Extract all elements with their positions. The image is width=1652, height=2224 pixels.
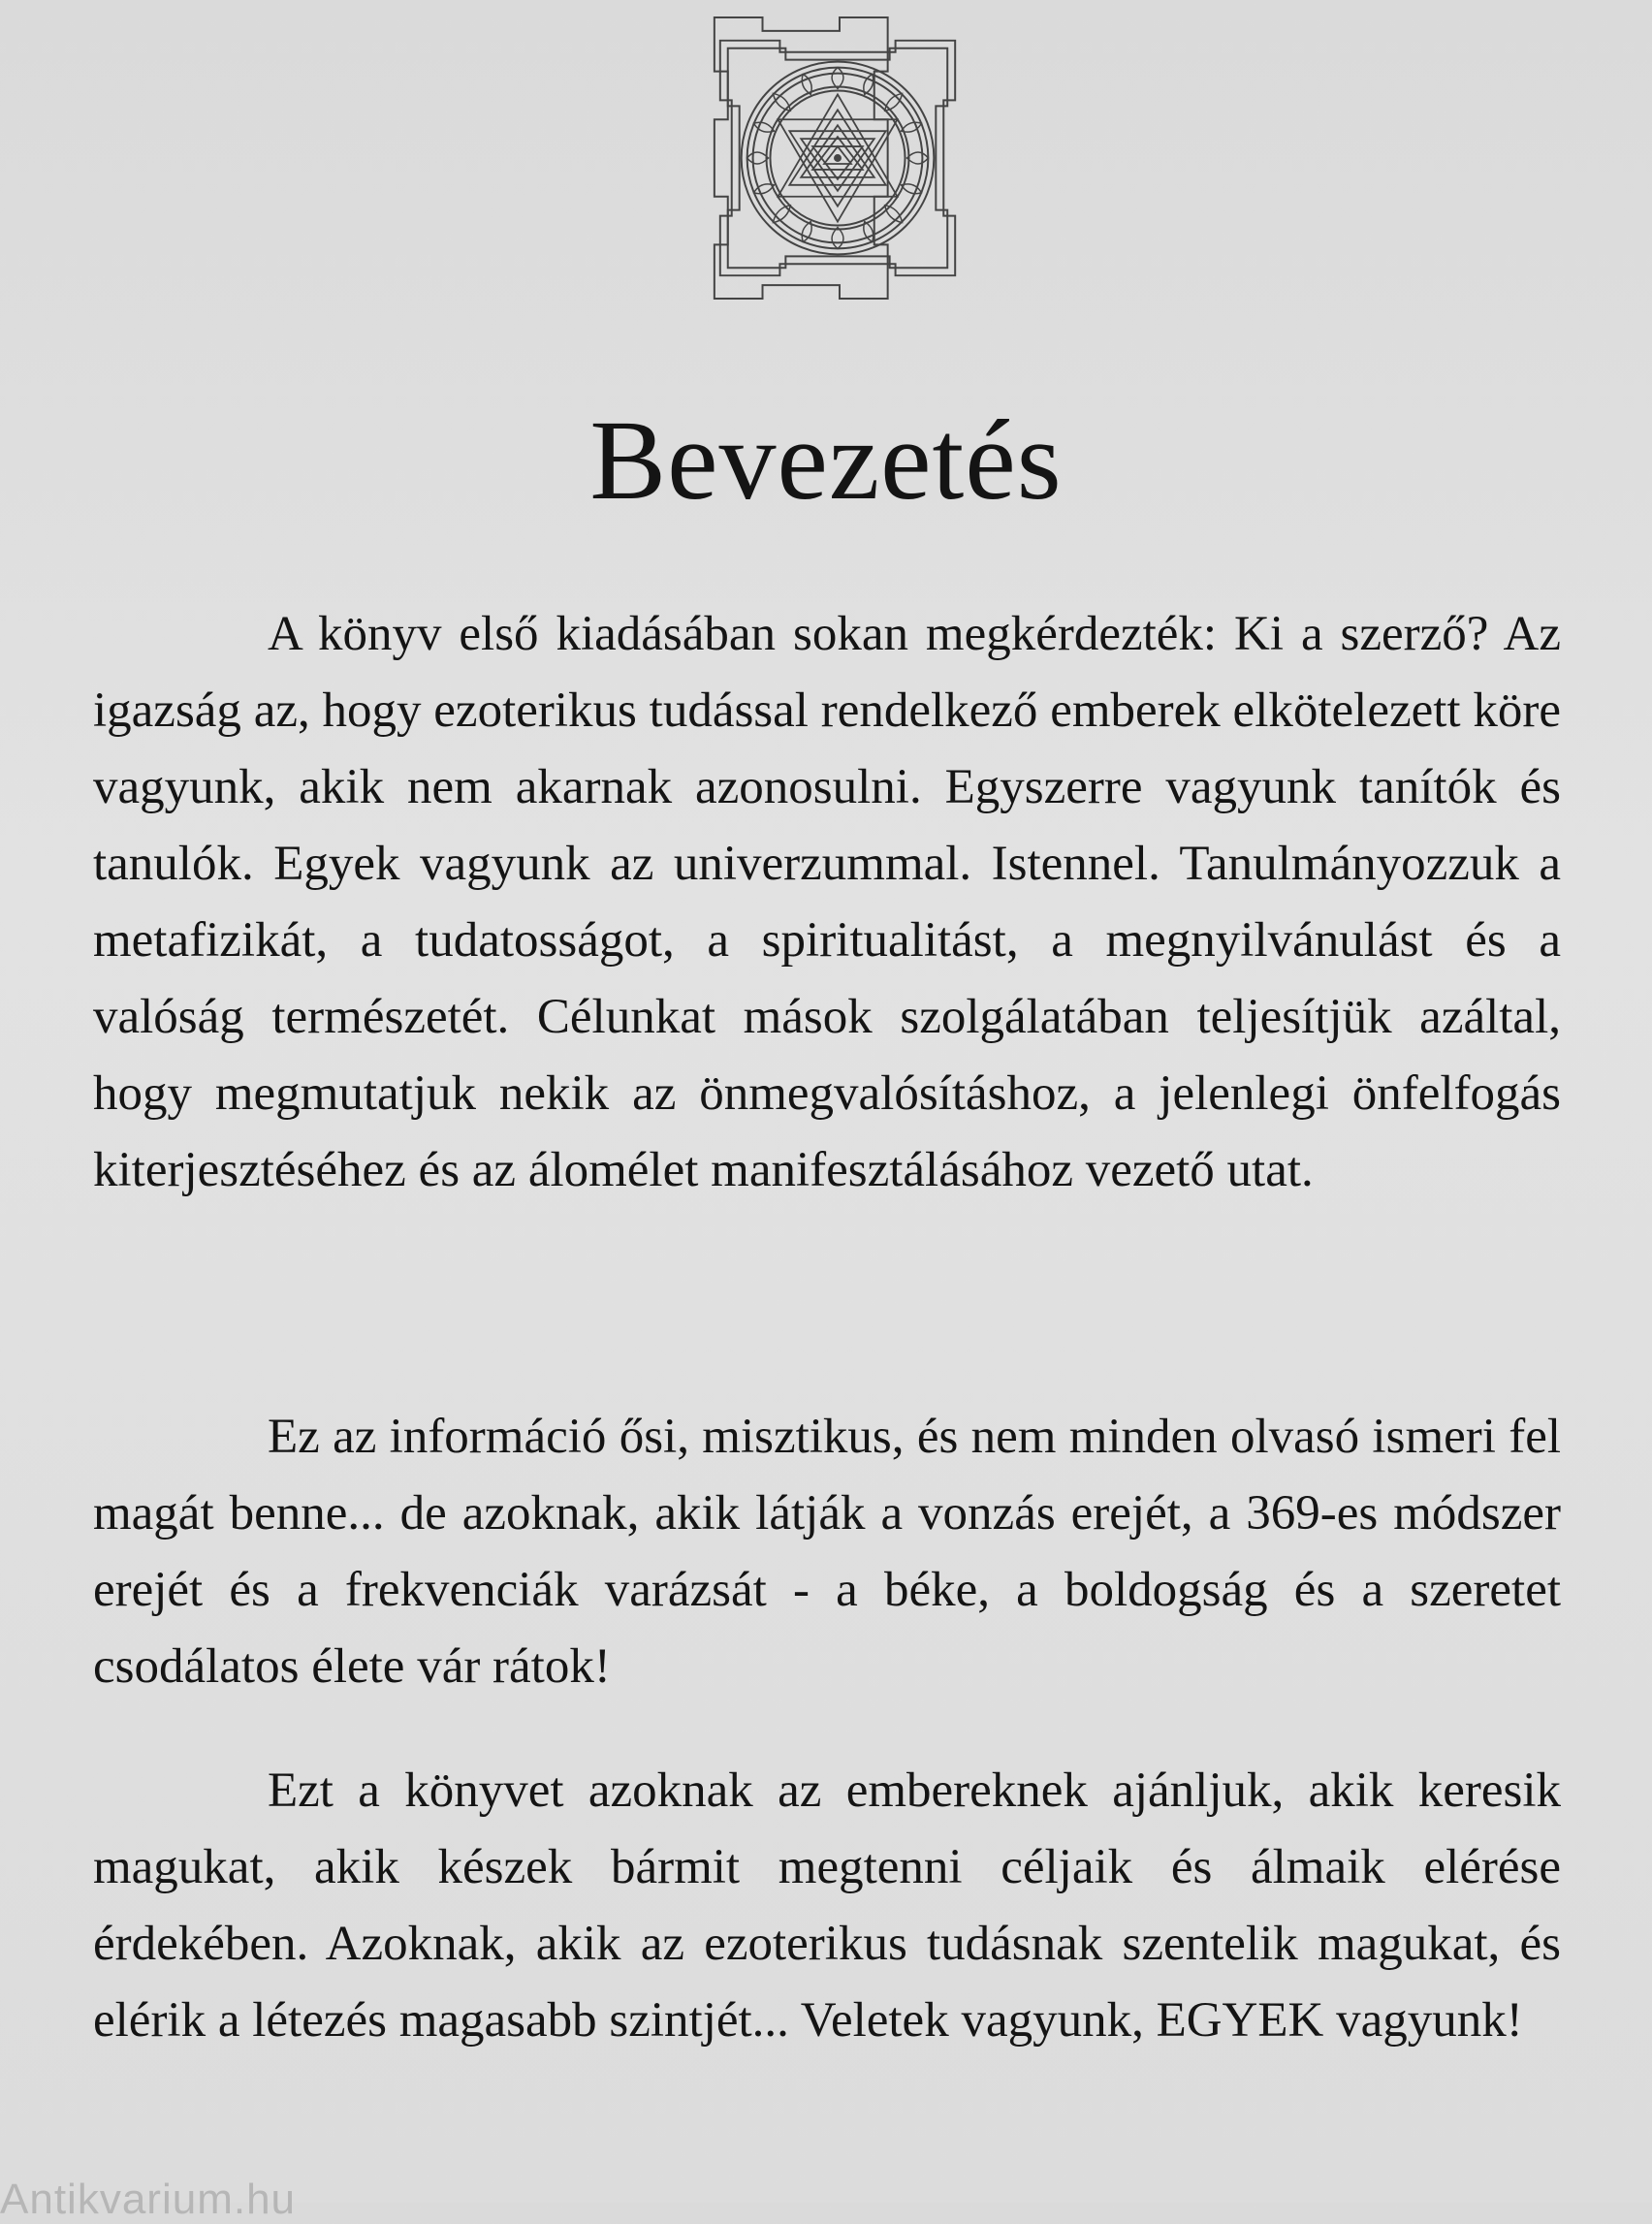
sri-yantra-icon <box>690 14 985 302</box>
watermark: Antikvarium.hu <box>0 2176 297 2223</box>
paragraph-text: Ez az információ ősi, misztikus, és nem minden olvasó ismeri fel magát benne... de azoknak, akik látják a vonzás erejét, a 369-es módszer erejét és a frekvenciák varázsát - a béke, a boldogság és a szeretet csodálatos élete vár rátok! <box>93 1410 1561 1694</box>
paragraph <box>93 1753 1561 2059</box>
paragraph <box>93 596 1561 1209</box>
paragraph <box>93 1399 1561 1705</box>
paragraph-text: A könyv első kiadásában sokan megkérdezték: Ki a szerző? Az igazság az, hogy ezoterikus tudással rendelkező emberek elkötelezett köre vagyunk, akik nem akarnak azonosulni. Egyszerre vagyunk tanítók és tanulók. Egyek vagyunk az univerzummal. Istennel. Tanulmányozzuk a metafizikát, a tudatosságot, a spiritualitást, a megnyilvánulást és a valóság természetét. Célunkat mások szolgálatában teljesítjük azáltal, hogy megmutatjuk nekik az önmegvalósításhoz, a jelenlegi önfelfogás kiterjesztéséhez és az álomélet manifesztálásához vezető utat. <box>93 607 1561 1197</box>
page-title: Bevezetés <box>589 397 1063 524</box>
paragraph-text: Ezt a könyvet azoknak az embereknek ajánljuk, akik keresik magukat, akik készek bármit megtenni céljaik és álmaik elérése érdekében. Azoknak, akik az ezoterikus tudásnak szentelik magukat, és elérik a létezés magasabb szintjét... Veletek vagyunk, EGYEK vagyunk! <box>93 1763 1561 2048</box>
